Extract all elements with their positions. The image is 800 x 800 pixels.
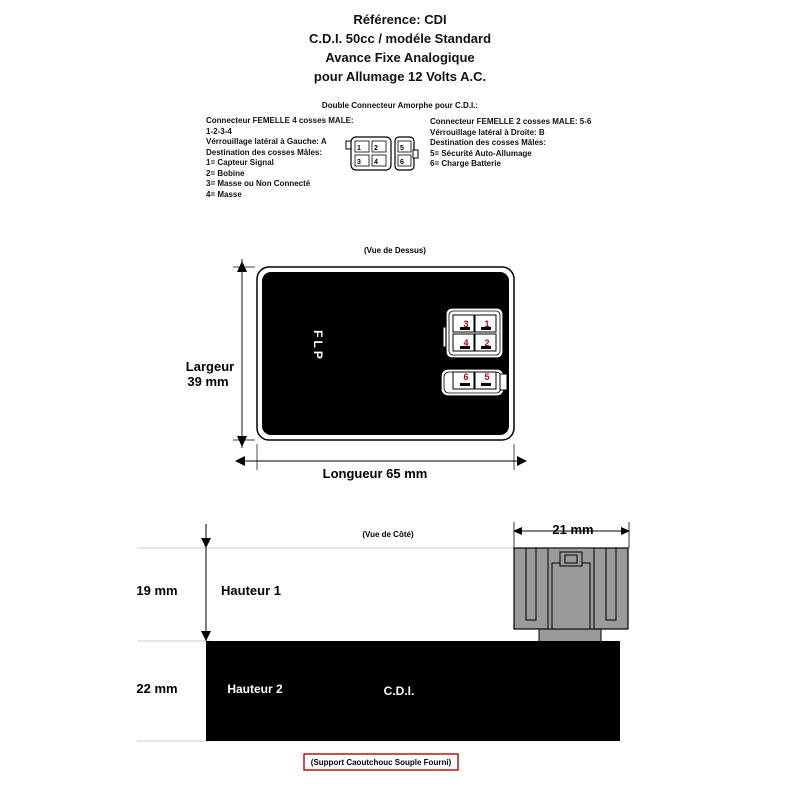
- left-note-line: 2= Bobine: [206, 168, 245, 178]
- height-2-value: 22 mm: [136, 681, 178, 696]
- right-note-line: 5= Sécurité Auto-Allumage: [430, 148, 532, 158]
- lock-a-label: A: [472, 299, 478, 306]
- title-model: C.D.I. 50cc / modéle Standard: [308, 31, 492, 46]
- connector-side-profile: [514, 548, 628, 642]
- title-reference: Référence: CDI: [353, 12, 447, 27]
- top-view-caption: (Vue de Dessus): [364, 246, 426, 255]
- left-note-line: Destination des cosses Mâles:: [206, 147, 323, 157]
- length-label: Longueur 65 mm: [322, 466, 428, 481]
- connector-width-label: 21 mm: [552, 522, 594, 537]
- height-2-label: Hauteur 2: [227, 682, 283, 696]
- mini-pin-label: 4: [374, 159, 378, 166]
- side-view-caption: (Vue de Côté): [362, 530, 414, 539]
- connector-a: [443, 308, 503, 358]
- left-note-line: 4= Masse: [206, 189, 242, 199]
- pin-number-5: 5: [484, 372, 490, 382]
- right-note-line: Destination des cosses Mâles:: [430, 138, 547, 147]
- mini-pin-label: 2: [374, 145, 378, 152]
- pin-number-4: 4: [463, 338, 469, 348]
- connector-heading: Double Connecteur Amorphe pour C.D.I.:: [321, 101, 479, 110]
- width-label-2: 39 mm: [187, 374, 229, 389]
- width-dimension: [233, 259, 255, 448]
- right-note-line: 6= Charge Batterie: [430, 159, 501, 168]
- right-note-line: Connecteur FEMELLE 2 cosses MALE: 5-6: [430, 117, 592, 126]
- right-note-line: Vérrouillage latéral à Droite: B: [430, 127, 545, 137]
- width-label-1: Largeur: [185, 359, 235, 374]
- left-note-line: Connecteur FEMELLE 4 cosses MALE: 1-2-3-4: [206, 116, 354, 136]
- lock-b-label: B: [472, 403, 478, 410]
- title-advance: Avance Fixe Analogique: [325, 50, 475, 65]
- pin-number-1: 1: [484, 319, 490, 329]
- height-1-value: 19 mm: [136, 583, 178, 598]
- mini-pin-label: 3: [357, 159, 361, 166]
- mini-connector-illustration: [346, 137, 418, 170]
- body-label: C.D.I.: [383, 684, 415, 698]
- pin-number-3: 3: [463, 319, 469, 329]
- mini-pin-label: 6: [400, 159, 404, 166]
- connector-b: [441, 369, 507, 396]
- left-note-line: 1= Capteur Signal: [206, 158, 274, 167]
- title-ignition: pour Allumage 12 Volts A.C.: [313, 69, 487, 84]
- pin-number-2: 2: [484, 338, 490, 348]
- height-1-label: Hauteur 1: [221, 583, 281, 598]
- left-note-line: Vérrouillage latéral à Gauche: A: [206, 137, 327, 146]
- mini-pin-label: 5: [400, 145, 404, 152]
- brand-label: FLP: [311, 330, 325, 362]
- rubber-support-note: (Support Caoutchouc Souple Fourni): [310, 758, 452, 767]
- pin-number-6: 6: [463, 372, 469, 382]
- mini-pin-label: 1: [357, 145, 361, 152]
- left-note-line: 3= Masse ou Non Connecté: [206, 179, 311, 188]
